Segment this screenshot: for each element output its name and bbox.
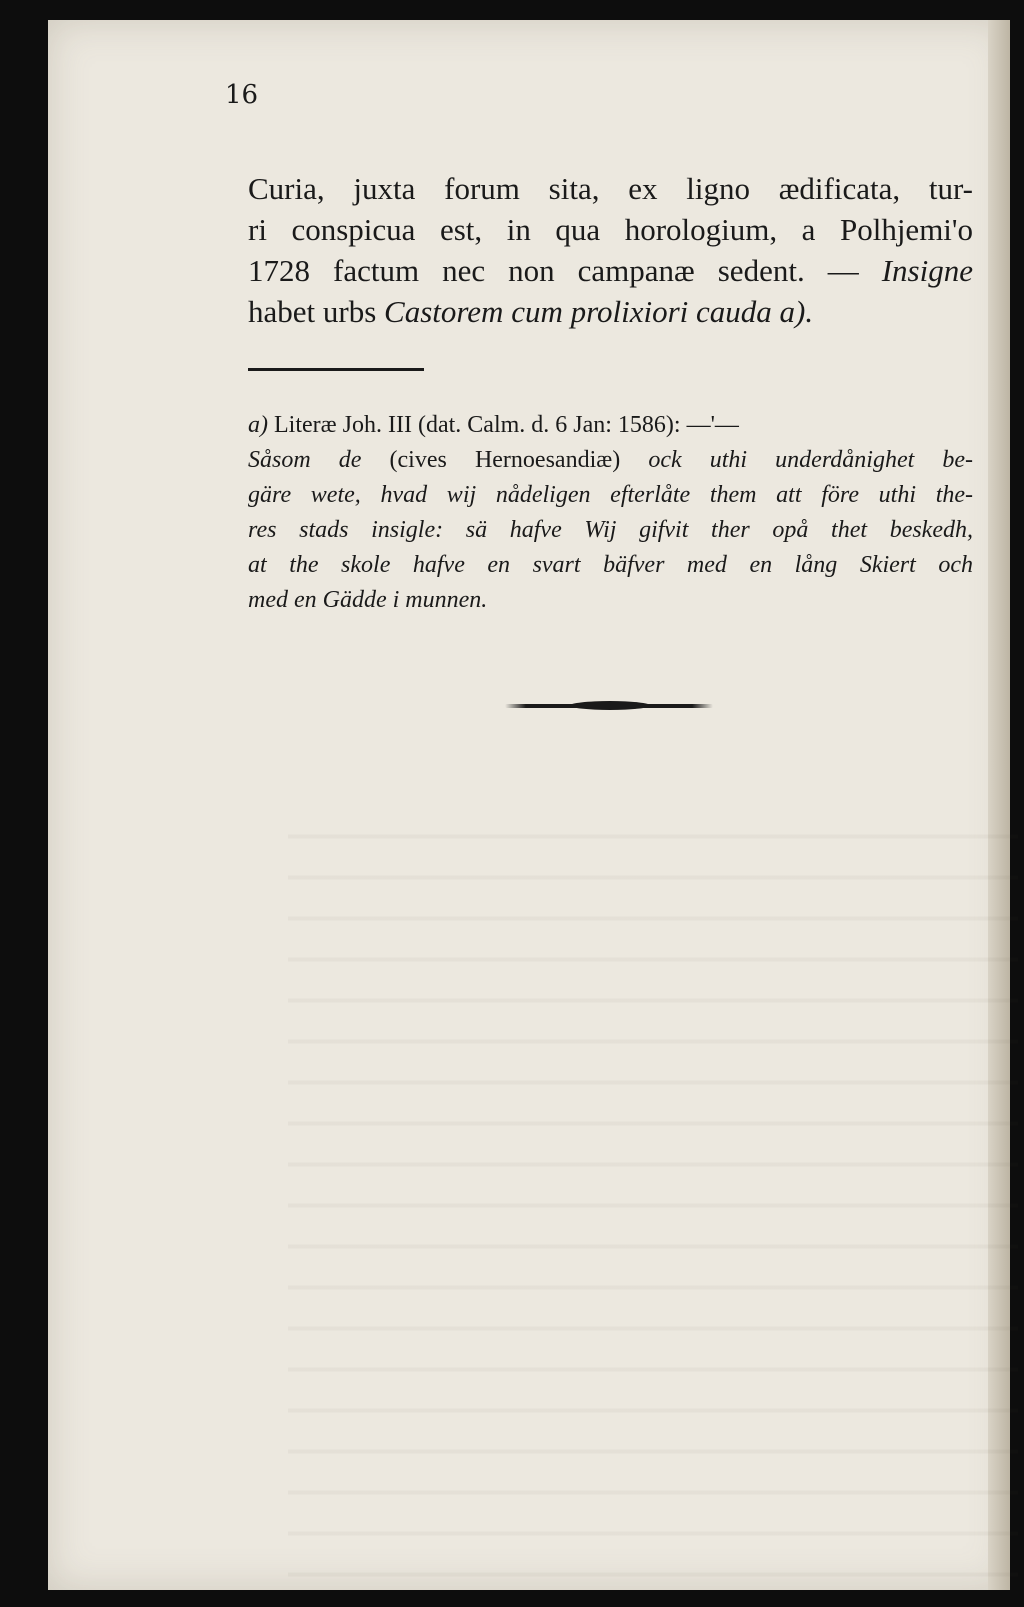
end-ornament-swell — [570, 701, 650, 710]
bleed-through-text — [288, 800, 1018, 1580]
footnote-label: a) — [248, 412, 268, 438]
footnote-line-2 — [248, 443, 973, 478]
footnote-line-2-italic-b: ock uthi underdånighet be- — [648, 447, 974, 473]
main-paragraph — [248, 168, 973, 332]
footnote-line-5: at the skole hafve en svart bäfver med en lång Skiert och — [248, 552, 973, 578]
footnote-line-3: gäre wete, hvad wij nådeligen efterlåte them att före uthi the- — [248, 482, 973, 508]
body-line-4-text: habet urbs — [248, 294, 385, 329]
body-line-3-italic: Insigne — [881, 253, 973, 288]
body-line-4 — [248, 291, 973, 332]
body-line-1: Curia, juxta forum sita, ex ligno ædificata, tur- — [248, 171, 973, 206]
footnote — [248, 408, 973, 618]
page-number: 16 — [225, 80, 259, 110]
footnote-line-2-text: (cives Hernoesandiæ) — [361, 447, 649, 473]
footnote-separator-rule — [248, 368, 424, 371]
footnote-line-4: res stads insigle: sä hafve Wij gifvit ther opå thet beskedh, — [248, 517, 973, 543]
body-line-3 — [248, 250, 973, 291]
footnote-line-6: med en Gädde i munnen. — [248, 587, 488, 613]
footnote-line-1-text: Literæ Joh. III (dat. Calm. d. 6 Jan: 1586): —'— — [268, 412, 739, 438]
body-line-4-italic: Castorem cum prolixiori cauda a). — [384, 294, 814, 329]
body-line-3-text: 1728 factum nec non campanæ sedent. — — [248, 253, 882, 288]
body-line-2: ri conspicua est, in qua horologium, a Polhjemi'o — [248, 212, 973, 247]
footnote-line-2-italic-a: Såsom de — [248, 447, 362, 473]
footnote-line-1 — [248, 408, 973, 443]
